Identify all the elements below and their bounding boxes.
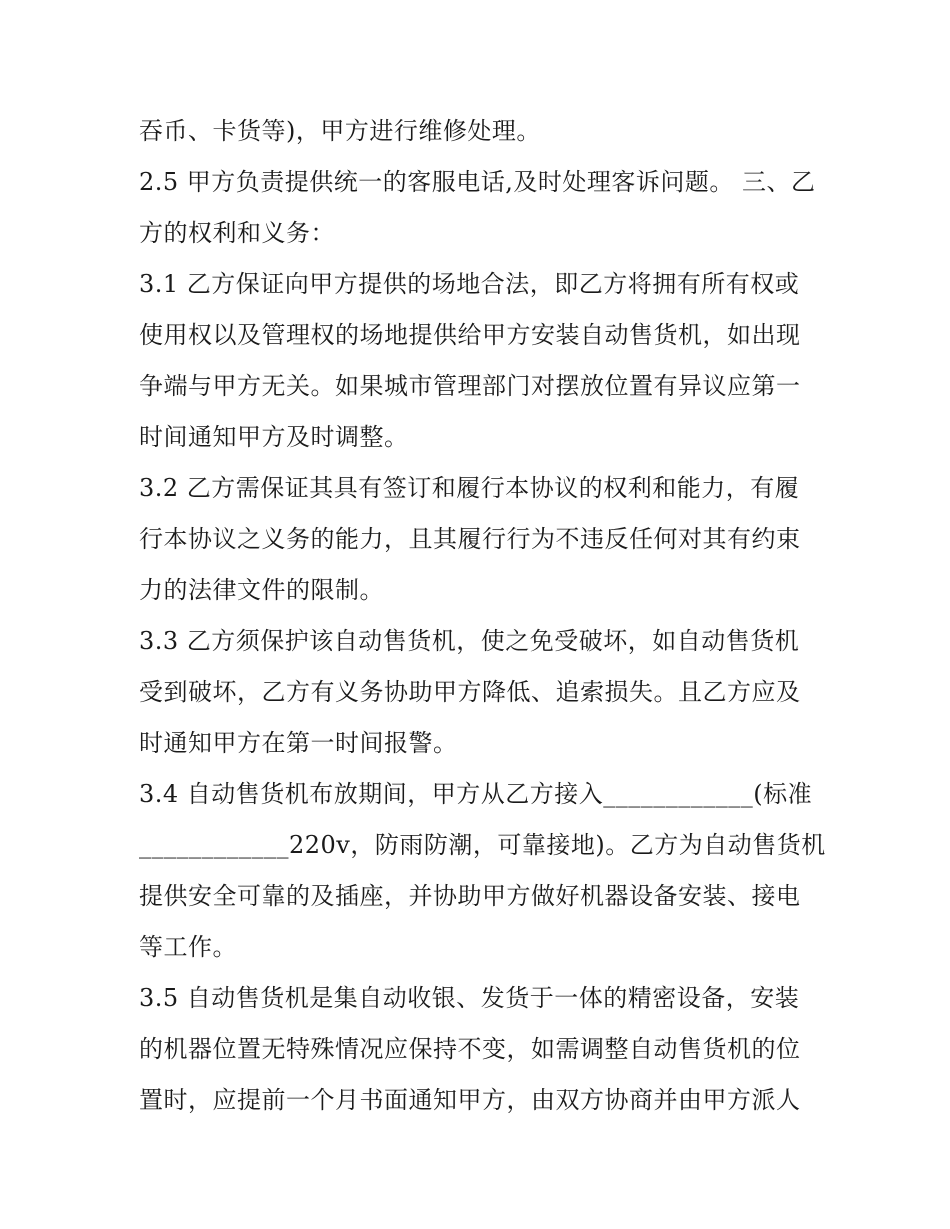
text-line: 争端与甲方无关。如果城市管理部门对摆放位置有异议应第一 <box>139 372 801 400</box>
text-line: 时通知甲方在第一时间报警。 <box>139 729 458 757</box>
text-line: 吞币、卡货等)，甲方进行维修处理。 <box>139 117 541 145</box>
text-line: 受到破坏，乙方有义务协助甲方降低、追索损失。且乙方应及 <box>139 678 801 706</box>
text-line: 使用权以及管理权的场地提供给甲方安装自动售货机，如出现 <box>139 321 801 349</box>
text-line: 2.5 甲方负责提供统一的客服电话,及时处理客诉问题。 三、乙 <box>139 168 816 196</box>
text-line: 行本协议之义务的能力，且其履行行为不违反任何对其有约束 <box>139 525 801 553</box>
text-line: ____________220v，防雨防潮，可靠接地)。乙方为自动售货机 <box>139 831 826 859</box>
text-line: 3.3 乙方须保护该自动售货机，使之免受破坏，如自动售货机 <box>139 627 800 655</box>
text-line: 提供安全可靠的及插座，并协助甲方做好机器设备安装、接电 <box>139 882 801 910</box>
text-line: 时间通知甲方及时调整。 <box>139 423 409 451</box>
text-line: 等工作。 <box>139 933 237 961</box>
text-line: 3.5 自动售货机是集自动收银、发货于一体的精密设备，安装 <box>139 984 800 1012</box>
text-line: 3.4 自动售货机布放期间，甲方从乙方接入____________(标准 <box>139 780 813 808</box>
text-line: 力的法律文件的限制。 <box>139 576 384 604</box>
text-line: 方的权利和义务： <box>139 219 335 247</box>
text-line: 置时，应提前一个月书面通知甲方，由双方协商并由甲方派人 <box>139 1086 801 1114</box>
text-line: 的机器位置无特殊情况应保持不变，如需调整自动售货机的位 <box>139 1035 801 1063</box>
text-line: 3.1 乙方保证向甲方提供的场地合法，即乙方将拥有所有权或 <box>139 270 800 298</box>
document-body <box>139 106 826 1126</box>
text-line: 3.2 乙方需保证其具有签订和履行本协议的权利和能力，有履 <box>139 474 800 502</box>
